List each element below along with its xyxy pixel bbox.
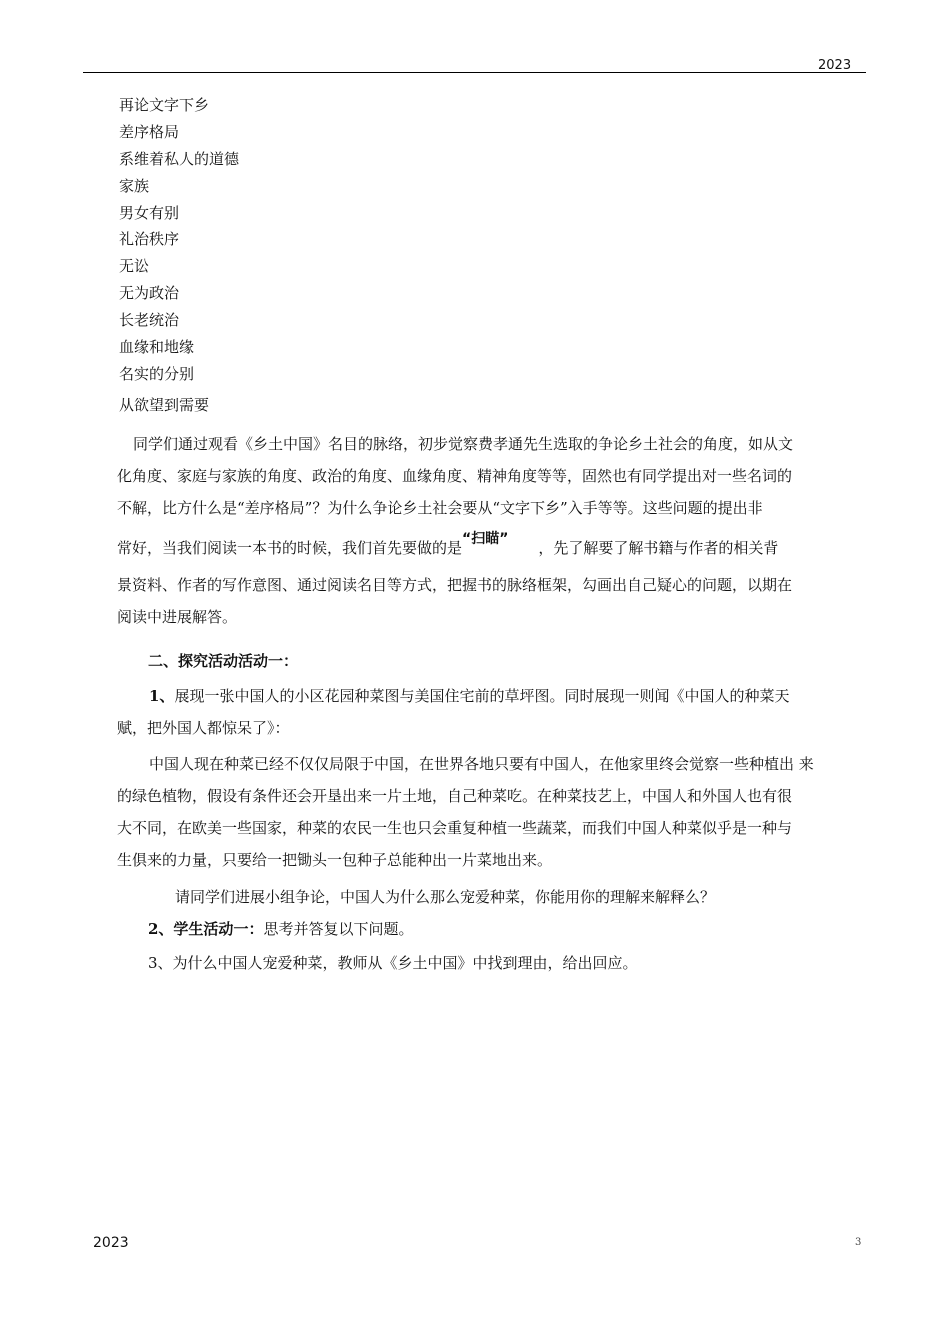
intro-line: 同学们通过观看《乡土中国》名目的脉络，初步觉察费孝通先生选取的争论乡土社会的角度，如从文 [133, 435, 794, 453]
toc-item: 从欲望到需要 [119, 395, 210, 414]
footer-year: 2023 [93, 1235, 129, 1251]
header-year: 2023 [818, 58, 852, 73]
intro-line: 景资料、作者的写作意图、通过阅读名目等方式，把握书的脉络框架，勾画出自己疑心的问题，以期在 [117, 576, 793, 594]
news-quote: 中国人现在种菜已经不仅仅局限于中国，在世界各地只要有中国人，在他家里终会觉察一些种植出 来 的绿色植物，假设有条件还会开垦出来一片土地，自己种菜吃。在种菜技艺上，中国人和外国人也有很 大不同，在欧美一些国家，种菜的农民一生也只会重复种植一些蔬菜，而我们中国人种菜似乎是一种与 生俱来的力量，只要给一把锄头一包种子总能种出一片菜地出来。 [117, 755, 814, 869]
toc-item: 血缘和地缘 [119, 338, 195, 357]
activity-item-2: 2、学生活动一：思考并答复以下问题。 [148, 920, 414, 938]
toc-item: 差序格局 [119, 122, 180, 141]
toc-item: 家族 [119, 176, 150, 195]
toc-item: 男女有别 [119, 203, 180, 222]
toc-item: 无为政治 [119, 284, 180, 303]
toc-item: 名实的分别 [119, 364, 195, 383]
discussion-prompt: 请同学们进展小组争论，中国人为什么那么宠爱种菜，你能用你的理解来解释么？ [175, 888, 716, 906]
toc-item: 长老统治 [119, 311, 180, 330]
table-of-contents [119, 92, 239, 419]
intro-line: 不解，比方什么是“差序格局”？为什么争论乡土社会要从“文字下乡”入手等等。这些问题的提出非 [117, 499, 763, 517]
activity-item-1: 1、展现一张中国人的小区花园种菜图与美国住宅前的草坪图。同时展现一则闻《中国人的种菜天 赋，把外国人都惊呆了》： [117, 687, 790, 737]
activity-item-2-label: 2、学生活动一： [148, 920, 264, 938]
toc-item: 再论文字下乡 [119, 96, 210, 114]
toc-item: 系维着私人的道德 [119, 149, 240, 168]
intro-paragraph [117, 428, 869, 633]
toc-item: 无讼 [119, 257, 150, 276]
activity-item-3: 3、为什么中国人宠爱种菜，教师从《乡土中国》中找到理由，给出回应。 [148, 954, 638, 972]
intro-line: 常好，当我们阅读一本书的时候，我们首先要做的是“扫瞄” ，先了解要了解书籍与作者的相关背 [117, 531, 779, 557]
scan-keyword: “扫瞄” [462, 531, 509, 547]
intro-line: 阅读中进展解答。 [117, 608, 238, 626]
header-rule [83, 72, 866, 73]
intro-line: 化角度、家庭与家族的角度、政治的角度、血缘角度、精神角度等等，固然也有同学提出对一些名词的 [117, 467, 793, 485]
page-number: 3 [855, 1237, 862, 1248]
section-heading: 二、探究活动活动一： [148, 652, 299, 670]
toc-item: 礼治秩序 [119, 230, 180, 249]
